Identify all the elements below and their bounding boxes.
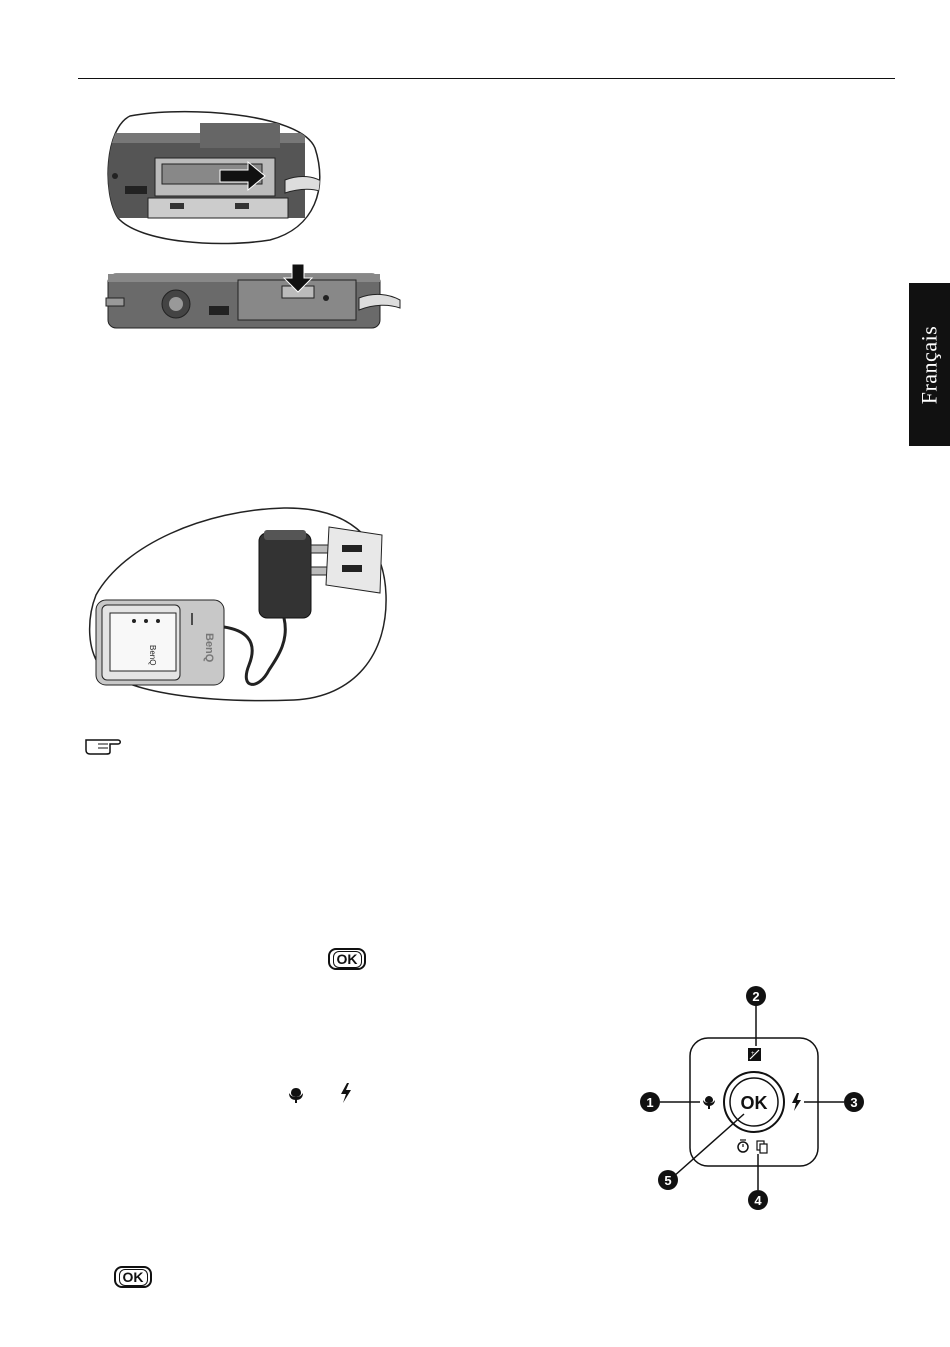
callout-3 xyxy=(844,1092,864,1112)
header-rule xyxy=(78,78,895,79)
battery-charger-illustration xyxy=(84,505,389,705)
svg-text:2: 2 xyxy=(752,989,760,1004)
ok-center-label: OK xyxy=(740,1093,768,1113)
battery-insertion-illustration xyxy=(100,108,328,248)
callout-4 xyxy=(748,1190,768,1210)
pointing-hand-note-icon xyxy=(84,736,122,756)
callout-2 xyxy=(746,986,766,1006)
svg-text:5: 5 xyxy=(664,1173,672,1188)
svg-text:3: 3 xyxy=(850,1095,858,1110)
language-tab-label: Français xyxy=(916,325,942,404)
exposure-icon xyxy=(748,1048,761,1061)
macro-icon xyxy=(286,1084,306,1104)
svg-text:+: + xyxy=(751,1051,755,1057)
battery-brand-label: BenQ xyxy=(148,645,157,666)
control-pad-diagram xyxy=(636,984,872,1214)
callout-5 xyxy=(658,1170,678,1190)
svg-text:1: 1 xyxy=(646,1095,654,1110)
svg-text:4: 4 xyxy=(754,1193,762,1208)
language-tab xyxy=(909,283,950,446)
battery-cover-closed-illustration xyxy=(104,262,404,334)
ok-button-glyph xyxy=(114,1266,152,1288)
charger-brand-label: BenQ xyxy=(203,633,215,663)
ok-button-glyph-label: OK xyxy=(333,951,362,968)
callout-1 xyxy=(640,1092,660,1112)
flash-icon xyxy=(338,1082,354,1104)
ok-button-glyph xyxy=(328,948,366,970)
ok-button-glyph-label: OK xyxy=(119,1269,148,1286)
